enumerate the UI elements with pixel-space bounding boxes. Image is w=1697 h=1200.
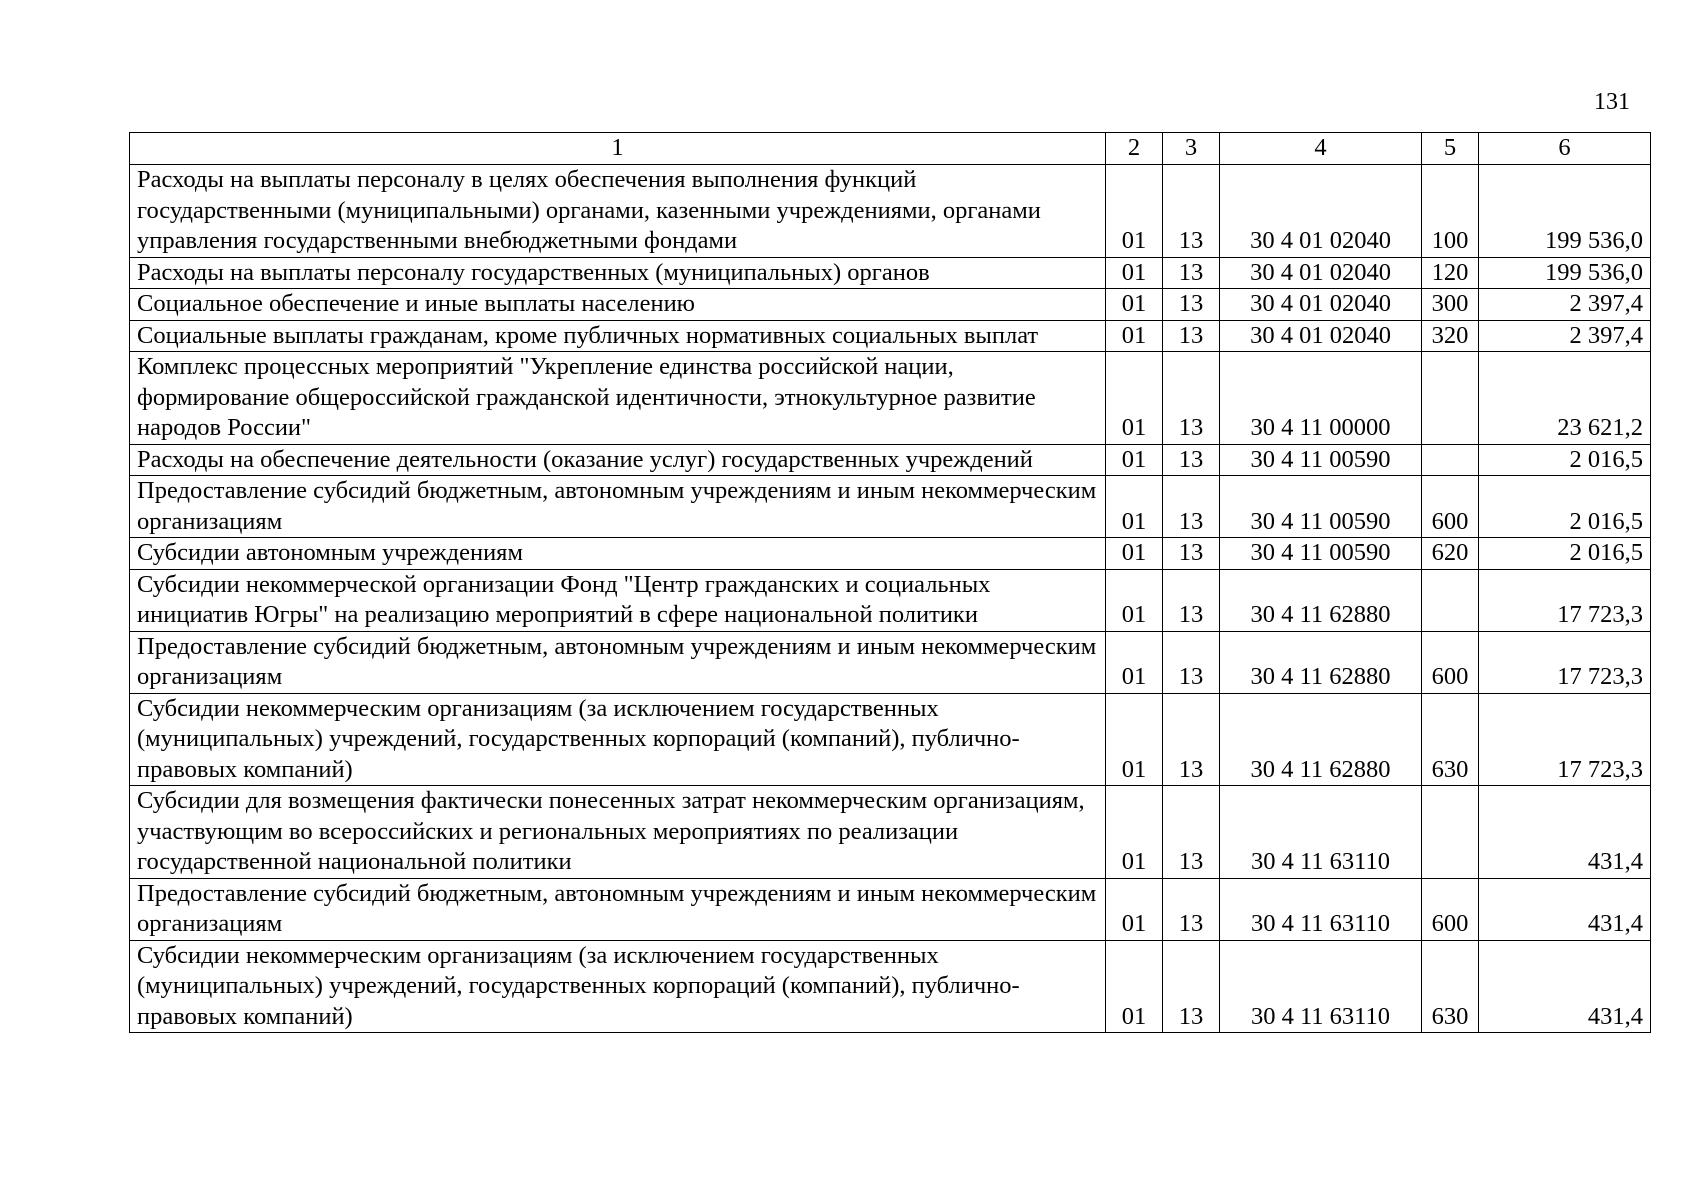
row-expense-type-cell: 630 bbox=[1422, 693, 1479, 786]
row-amount-cell: 431,4 bbox=[1479, 878, 1651, 940]
row-name-cell: Субсидии некоммерческим организациям (за исключением государственных (муниципальных) учреждений, государственных корпораций (компаний), публично-правовых компаний) bbox=[130, 693, 1106, 786]
row-section-cell: 01 bbox=[1106, 476, 1163, 538]
table-row bbox=[130, 786, 1651, 879]
row-section-cell: 01 bbox=[1106, 257, 1163, 289]
row-amount-cell: 431,4 bbox=[1479, 940, 1651, 1033]
row-name-cell: Субсидии некоммерческим организациям (за исключением государственных (муниципальных) учреждений, государственных корпораций (компаний), публично-правовых компаний) bbox=[130, 940, 1106, 1033]
page-number: 131 bbox=[1594, 89, 1630, 115]
row-expense-type-cell: 630 bbox=[1422, 940, 1479, 1033]
row-amount-cell: 2 016,5 bbox=[1479, 444, 1651, 476]
table-row bbox=[130, 257, 1651, 289]
row-subsection-cell: 13 bbox=[1163, 940, 1220, 1033]
table-row bbox=[130, 631, 1651, 693]
header-col-5: 5 bbox=[1422, 133, 1479, 165]
row-expense-type-cell: 600 bbox=[1422, 631, 1479, 693]
row-name-cell: Субсидии для возмещения фактически понесенных затрат некоммерческим организациям, участвующим во всероссийских и региональных мероприятиях по реализации государственной национальной политики bbox=[130, 786, 1106, 879]
row-amount-cell: 17 723,3 bbox=[1479, 693, 1651, 786]
row-expense-type-cell: 620 bbox=[1422, 538, 1479, 570]
row-name-cell: Социальные выплаты гражданам, кроме публичных нормативных социальных выплат bbox=[130, 320, 1106, 352]
row-target-article-cell: 30 4 11 00590 bbox=[1220, 444, 1422, 476]
row-amount-cell: 2 016,5 bbox=[1479, 476, 1651, 538]
row-target-article-cell: 30 4 11 62880 bbox=[1220, 569, 1422, 631]
row-target-article-cell: 30 4 11 62880 bbox=[1220, 631, 1422, 693]
budget-table bbox=[129, 132, 1651, 1033]
row-section-cell: 01 bbox=[1106, 352, 1163, 445]
row-section-cell: 01 bbox=[1106, 320, 1163, 352]
row-subsection-cell: 13 bbox=[1163, 257, 1220, 289]
row-subsection-cell: 13 bbox=[1163, 165, 1220, 258]
row-subsection-cell: 13 bbox=[1163, 631, 1220, 693]
table-row bbox=[130, 569, 1651, 631]
header-col-4: 4 bbox=[1220, 133, 1422, 165]
row-expense-type-cell: 120 bbox=[1422, 257, 1479, 289]
row-expense-type-cell: 300 bbox=[1422, 289, 1479, 321]
table-row bbox=[130, 538, 1651, 570]
header-col-2: 2 bbox=[1106, 133, 1163, 165]
row-expense-type-cell: 600 bbox=[1422, 878, 1479, 940]
row-section-cell: 01 bbox=[1106, 878, 1163, 940]
row-name-cell: Расходы на обеспечение деятельности (оказание услуг) государственных учреждений bbox=[130, 444, 1106, 476]
row-name-cell: Социальное обеспечение и иные выплаты населению bbox=[130, 289, 1106, 321]
row-amount-cell: 17 723,3 bbox=[1479, 569, 1651, 631]
row-expense-type-cell: 320 bbox=[1422, 320, 1479, 352]
row-subsection-cell: 13 bbox=[1163, 569, 1220, 631]
row-target-article-cell: 30 4 01 02040 bbox=[1220, 165, 1422, 258]
row-expense-type-cell: 100 bbox=[1422, 165, 1479, 258]
row-name-cell: Предоставление субсидий бюджетным, автономным учреждениям и иным некоммерческим организациям bbox=[130, 878, 1106, 940]
table-row bbox=[130, 320, 1651, 352]
row-name-cell: Субсидии некоммерческой организации Фонд "Центр гражданских и социальных инициатив Югры" на реализацию мероприятий в сфере национальной политики bbox=[130, 569, 1106, 631]
row-expense-type-cell bbox=[1422, 444, 1479, 476]
table-row bbox=[130, 940, 1651, 1033]
row-subsection-cell: 13 bbox=[1163, 786, 1220, 879]
row-amount-cell: 431,4 bbox=[1479, 786, 1651, 879]
row-amount-cell: 2 397,4 bbox=[1479, 320, 1651, 352]
header-col-1: 1 bbox=[130, 133, 1106, 165]
row-amount-cell: 2 016,5 bbox=[1479, 538, 1651, 570]
header-col-3: 3 bbox=[1163, 133, 1220, 165]
row-section-cell: 01 bbox=[1106, 444, 1163, 476]
row-expense-type-cell bbox=[1422, 786, 1479, 879]
row-name-cell: Предоставление субсидий бюджетным, автономным учреждениям и иным некоммерческим организациям bbox=[130, 476, 1106, 538]
row-subsection-cell: 13 bbox=[1163, 289, 1220, 321]
row-subsection-cell: 13 bbox=[1163, 352, 1220, 445]
row-subsection-cell: 13 bbox=[1163, 878, 1220, 940]
row-expense-type-cell: 600 bbox=[1422, 476, 1479, 538]
table-header-row bbox=[130, 133, 1651, 165]
row-target-article-cell: 30 4 11 63110 bbox=[1220, 940, 1422, 1033]
row-section-cell: 01 bbox=[1106, 569, 1163, 631]
table-row bbox=[130, 352, 1651, 445]
table-row bbox=[130, 476, 1651, 538]
table-row bbox=[130, 878, 1651, 940]
row-subsection-cell: 13 bbox=[1163, 476, 1220, 538]
row-target-article-cell: 30 4 11 63110 bbox=[1220, 786, 1422, 879]
row-section-cell: 01 bbox=[1106, 538, 1163, 570]
row-expense-type-cell bbox=[1422, 352, 1479, 445]
row-name-cell: Комплекс процессных мероприятий "Укрепление единства российской нации, формирование общероссийской гражданской идентичности, этнокультурное развитие народов России" bbox=[130, 352, 1106, 445]
row-target-article-cell: 30 4 01 02040 bbox=[1220, 289, 1422, 321]
table-row bbox=[130, 693, 1651, 786]
row-target-article-cell: 30 4 11 00590 bbox=[1220, 476, 1422, 538]
row-section-cell: 01 bbox=[1106, 289, 1163, 321]
row-section-cell: 01 bbox=[1106, 165, 1163, 258]
row-name-cell: Расходы на выплаты персоналу в целях обеспечения выполнения функций государственными (муниципальными) органами, казенными учреждениями, органами управления государственными внебюджетными фондами bbox=[130, 165, 1106, 258]
row-amount-cell: 199 536,0 bbox=[1479, 165, 1651, 258]
table-row bbox=[130, 444, 1651, 476]
row-amount-cell: 199 536,0 bbox=[1479, 257, 1651, 289]
row-target-article-cell: 30 4 11 62880 bbox=[1220, 693, 1422, 786]
table-row bbox=[130, 165, 1651, 258]
row-subsection-cell: 13 bbox=[1163, 693, 1220, 786]
row-name-cell: Субсидии автономным учреждениям bbox=[130, 538, 1106, 570]
row-section-cell: 01 bbox=[1106, 631, 1163, 693]
table-row bbox=[130, 289, 1651, 321]
row-target-article-cell: 30 4 01 02040 bbox=[1220, 257, 1422, 289]
row-subsection-cell: 13 bbox=[1163, 538, 1220, 570]
row-target-article-cell: 30 4 11 63110 bbox=[1220, 878, 1422, 940]
row-amount-cell: 17 723,3 bbox=[1479, 631, 1651, 693]
row-amount-cell: 2 397,4 bbox=[1479, 289, 1651, 321]
row-section-cell: 01 bbox=[1106, 786, 1163, 879]
row-section-cell: 01 bbox=[1106, 693, 1163, 786]
row-name-cell: Предоставление субсидий бюджетным, автономным учреждениям и иным некоммерческим организациям bbox=[130, 631, 1106, 693]
row-subsection-cell: 13 bbox=[1163, 320, 1220, 352]
row-expense-type-cell bbox=[1422, 569, 1479, 631]
row-target-article-cell: 30 4 11 00000 bbox=[1220, 352, 1422, 445]
row-target-article-cell: 30 4 01 02040 bbox=[1220, 320, 1422, 352]
row-target-article-cell: 30 4 11 00590 bbox=[1220, 538, 1422, 570]
row-section-cell: 01 bbox=[1106, 940, 1163, 1033]
header-col-6: 6 bbox=[1479, 133, 1651, 165]
row-subsection-cell: 13 bbox=[1163, 444, 1220, 476]
row-amount-cell: 23 621,2 bbox=[1479, 352, 1651, 445]
row-name-cell: Расходы на выплаты персоналу государственных (муниципальных) органов bbox=[130, 257, 1106, 289]
